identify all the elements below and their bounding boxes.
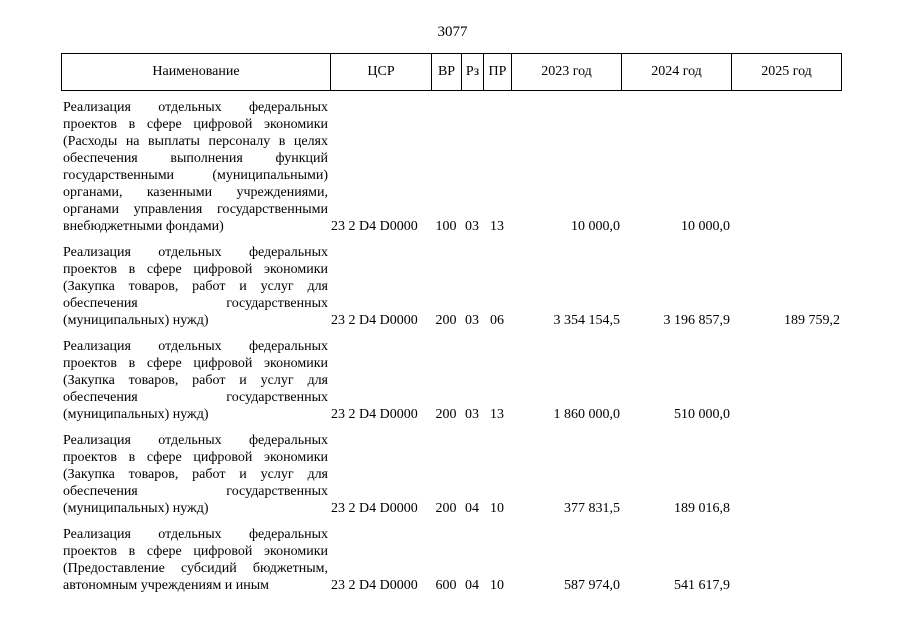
row-2024: 541 617,9 [674,578,730,593]
table-row [61,432,842,517]
row-2024: 189 016,8 [674,501,730,516]
header-2025: 2025 год [761,64,812,79]
table-body [61,99,842,603]
row-pr: 13 [490,219,504,234]
row-2023: 377 831,5 [564,501,620,516]
header-rz: Рз [462,54,484,90]
row-pr: 10 [490,501,504,516]
table-row [61,338,842,423]
row-vr: 600 [435,578,457,593]
header-pr: ПР [484,54,512,90]
row-vr: 200 [435,501,457,516]
row-csr: 23 2 D4 D0000 [331,501,418,516]
row-name: Реализация отдельных федеральных проектов в сфере цифровой экономики (Расходы на выплаты персоналу в целях обеспечения выполнения функций государственными (муниципальными) органами, казенными учреждениями, органами управления государственными внебюджетными фондами) [63,100,328,234]
row-name: Реализация отдельных федеральных проектов в сфере цифровой экономики (Закупка товаров, работ и услуг для обеспечения государственных (муниципальных) нужд) [63,433,328,516]
row-2024: 510 000,0 [674,407,730,422]
row-2024: 10 000,0 [681,219,730,234]
header-csr: ЦСР [331,54,432,90]
row-pr: 06 [490,313,504,328]
row-rz: 04 [465,501,479,516]
row-rz: 04 [465,578,479,593]
header-2023: 2023 год [512,54,622,90]
row-name: Реализация отдельных федеральных проектов в сфере цифровой экономики (Предоставление субсидий бюджетным, автономным учреждениям и иным [63,527,328,593]
row-rz: 03 [465,313,479,328]
row-csr: 23 2 D4 D0000 [331,219,418,234]
row-vr: 200 [435,313,457,328]
header-2024: 2024 год [622,54,732,90]
header-vr: ВР [432,54,462,90]
row-rz: 03 [465,219,479,234]
row-csr: 23 2 D4 D0000 [331,313,418,328]
table-row [61,526,842,594]
table-header [61,53,842,91]
row-2025: 189 759,2 [784,313,840,328]
row-vr: 200 [435,407,457,422]
table-row [61,244,842,329]
row-2023: 587 974,0 [564,578,620,593]
row-pr: 13 [490,407,504,422]
row-vr: 100 [435,219,457,234]
row-rz: 03 [465,407,479,422]
row-csr: 23 2 D4 D0000 [331,578,418,593]
row-pr: 10 [490,578,504,593]
row-2023: 3 354 154,5 [553,313,620,328]
table-row [61,99,842,235]
row-2023: 1 860 000,0 [553,407,620,422]
row-name: Реализация отдельных федеральных проектов в сфере цифровой экономики (Закупка товаров, работ и услуг для обеспечения государственных (муниципальных) нужд) [63,339,328,422]
row-name: Реализация отдельных федеральных проектов в сфере цифровой экономики (Закупка товаров, работ и услуг для обеспечения государственных (муниципальных) нужд) [63,245,328,328]
header-name: Наименование [62,54,331,90]
row-2024: 3 196 857,9 [663,313,730,328]
row-csr: 23 2 D4 D0000 [331,407,418,422]
row-2023: 10 000,0 [571,219,620,234]
page-number: 3077 [437,24,468,40]
